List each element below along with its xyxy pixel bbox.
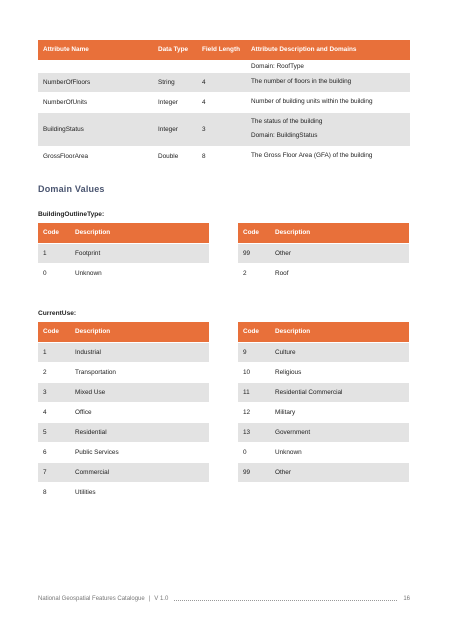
description-cell: Industrial: [70, 342, 209, 362]
field-length-cell: 8: [197, 146, 246, 166]
header-description: Attribute Description and Domains: [246, 40, 410, 60]
table-row: [238, 422, 409, 442]
table-row: [38, 362, 209, 382]
table-row: [238, 243, 409, 263]
code-cell: 5: [38, 422, 70, 442]
description-header: Description: [70, 322, 209, 342]
footer-doc-title: National Geospatial Features Catalogue: [38, 596, 145, 602]
table-row: [238, 462, 409, 482]
description-line: The number of floors in the building: [251, 78, 352, 85]
code-cell: 10: [238, 362, 270, 382]
code-table-left: [38, 322, 209, 502]
description-cell: Military: [270, 402, 409, 422]
code-header: Code: [38, 223, 70, 243]
data-type-cell: String: [153, 72, 197, 92]
code-table-left: [38, 223, 209, 283]
field-length-cell: 4: [197, 72, 246, 92]
table-row: [238, 342, 409, 362]
code-table-header: [38, 223, 209, 243]
table-row: [38, 422, 209, 442]
header-attribute-name: Attribute Name: [38, 40, 153, 60]
table-row: [38, 60, 410, 72]
field-length-cell: 4: [197, 92, 246, 112]
description-header: Description: [270, 223, 409, 243]
code-cell: 0: [238, 442, 270, 462]
code-table-right: [238, 322, 409, 482]
description-cell: Roof: [270, 263, 409, 283]
data-type-cell: Integer: [153, 92, 197, 112]
attribute-table-header: [38, 40, 410, 60]
description-line: The status of the building: [251, 118, 323, 125]
description-line: Domain: BuildingStatus: [251, 132, 318, 139]
description-header: Description: [70, 223, 209, 243]
description-cell: Transportation: [70, 362, 209, 382]
table-row: [38, 146, 410, 166]
attribute-name-cell: BuildingStatus: [38, 112, 153, 146]
description-cell: [246, 72, 410, 92]
code-cell: 1: [38, 342, 70, 362]
code-cell: 12: [238, 402, 270, 422]
code-cell: 9: [238, 342, 270, 362]
code-header: Code: [38, 322, 70, 342]
code-cell: 11: [238, 382, 270, 402]
table-row: [38, 243, 209, 263]
data-type-cell: Integer: [153, 112, 197, 146]
description-cell: Residential Commercial: [270, 382, 409, 402]
footer-leader-dots: [174, 597, 397, 601]
attribute-table: [38, 40, 410, 166]
table-row: [238, 263, 409, 283]
table-row: [38, 462, 209, 482]
outline-type-label: BuildingOutlineType:: [38, 211, 105, 218]
data-type-cell: Double: [153, 146, 197, 166]
code-table-header: [38, 322, 209, 342]
page-number: 16: [403, 596, 410, 602]
table-row: [238, 362, 409, 382]
code-cell: 8: [38, 482, 70, 502]
footer-separator: |: [148, 596, 151, 602]
code-header: Code: [238, 322, 270, 342]
field-length-cell: 3: [197, 112, 246, 146]
description-cell: Residential: [70, 422, 209, 442]
code-cell: 0: [38, 263, 70, 283]
description-cell: [246, 92, 410, 112]
code-cell: 6: [38, 442, 70, 462]
description-cell: Office: [70, 402, 209, 422]
description-cell: [246, 112, 410, 146]
description-cell: Unknown: [70, 263, 209, 283]
description-cell: Culture: [270, 342, 409, 362]
code-cell: 2: [238, 263, 270, 283]
description-cell: Public Services: [70, 442, 209, 462]
table-row: [38, 482, 209, 502]
table-row: [238, 382, 409, 402]
code-cell: 7: [38, 462, 70, 482]
description-cell: Religious: [270, 362, 409, 382]
code-cell: 1: [38, 243, 70, 263]
table-row: [38, 402, 209, 422]
description-header: Description: [270, 322, 409, 342]
code-cell: 2: [38, 362, 70, 382]
code-table-right: [238, 223, 409, 283]
current-use-label: CurrentUse:: [38, 310, 77, 317]
description-line: The Gross Floor Area (GFA) of the building: [251, 152, 373, 160]
description-cell: Footprint: [70, 243, 209, 263]
header-data-type: Data Type: [153, 40, 197, 60]
description-cell: Mixed Use: [70, 382, 209, 402]
table-row: [38, 382, 209, 402]
footer-version: V 1.0: [154, 596, 169, 602]
code-cell: 3: [38, 382, 70, 402]
code-cell: 99: [238, 462, 270, 482]
attribute-name-cell: NumberOfUnits: [38, 92, 153, 112]
table-row: [238, 442, 409, 462]
table-row: [38, 72, 410, 92]
table-row: [238, 402, 409, 422]
table-row: [38, 342, 209, 362]
description-cell: Other: [270, 462, 409, 482]
attribute-name-cell: GrossFloorArea: [38, 146, 153, 166]
table-row: [38, 442, 209, 462]
code-table-header: [238, 223, 409, 243]
attribute-name-cell: NumberOfFloors: [38, 72, 153, 92]
description-line: Number of building units within the building: [251, 98, 373, 105]
description-cell: Utilities: [70, 482, 209, 502]
table-row: [38, 92, 410, 112]
code-cell: 13: [238, 422, 270, 442]
code-table-header: [238, 322, 409, 342]
description-cell: Government: [270, 422, 409, 442]
code-cell: 4: [38, 402, 70, 422]
section-title: Domain Values: [38, 184, 105, 194]
description-cell: Other: [270, 243, 409, 263]
page-footer: [38, 596, 410, 602]
description-cell: Unknown: [270, 442, 409, 462]
pre-row-domain: Domain: RoofType: [246, 60, 410, 72]
description-cell: Commercial: [70, 462, 209, 482]
header-field-length: Field Length: [197, 40, 246, 60]
table-row: [38, 112, 410, 146]
code-header: Code: [238, 223, 270, 243]
table-row: [38, 263, 209, 283]
description-cell: [246, 146, 410, 166]
code-cell: 99: [238, 243, 270, 263]
